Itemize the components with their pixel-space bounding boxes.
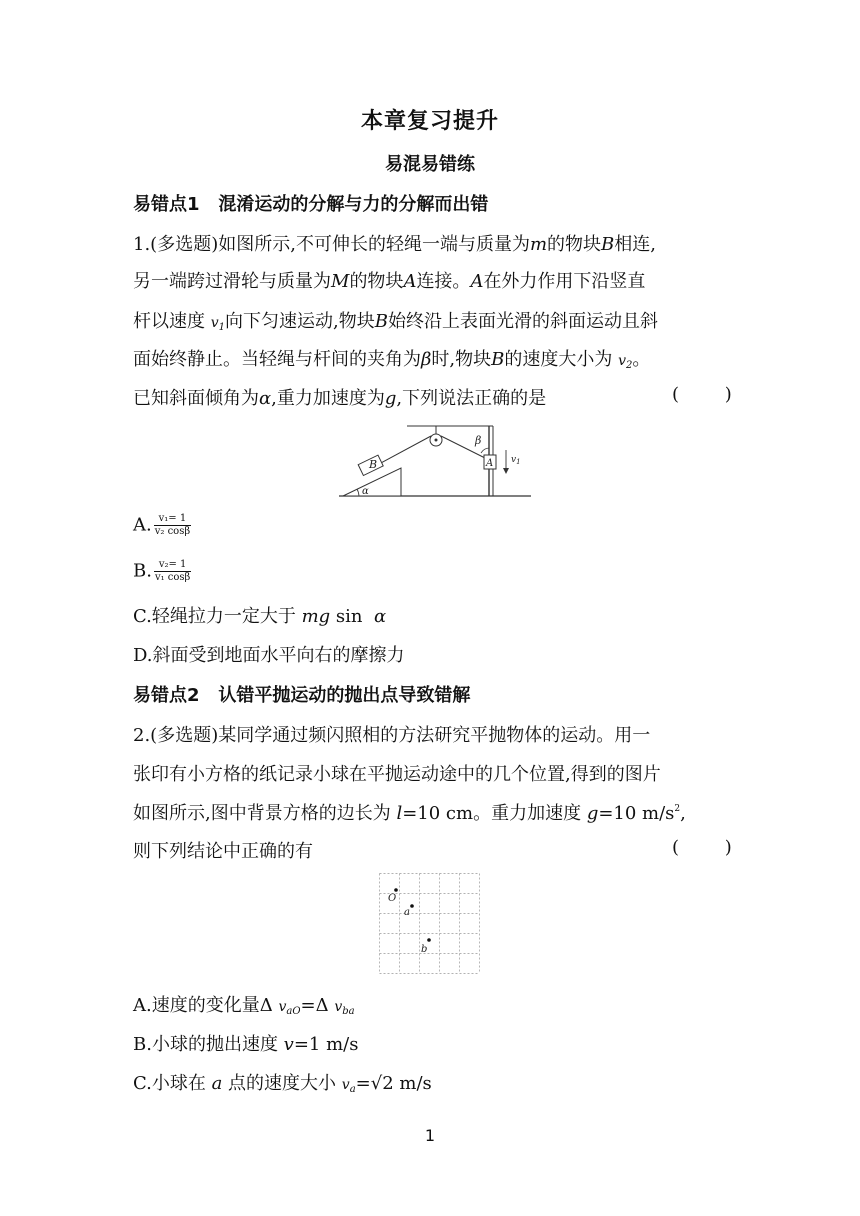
chapter-title: 本章复习提升 xyxy=(360,109,499,134)
q1-answer-blank: ( ) xyxy=(672,384,732,405)
q2-line-4: 则下列结论中正确的有 xyxy=(133,841,313,862)
q2-line-1: 2.(多选题)某同学通过频闪照相的方法研究平抛物体的运动。用一 xyxy=(133,725,651,746)
error-point-2-heading: 易错点2 认错平抛运动的抛出点导致错解 xyxy=(133,685,471,706)
pulley-incline-figure xyxy=(335,418,535,500)
q1-line-1: 1.(多选题)如图所示,不可伸长的轻绳一端与质量为m的物块B相连, xyxy=(133,234,656,255)
q1-line-5: 已知斜面倾角为α,重力加速度为g,下列说法正确的是 xyxy=(133,388,547,409)
q2-answer-blank: ( ) xyxy=(672,837,732,858)
q2-option-c[interactable]: C.小球在 a 点的速度大小 $v_a=√2$ m/s xyxy=(133,1073,432,1095)
q2-line-3: 如图所示,图中背景方格的边长为 l=10 cm。重力加速度 g=10 $m/s^2$, xyxy=(133,803,686,824)
q1-option-b[interactable]: B. $\frac{\text{v₂= 1}}{\text{v₁ cosβ}}$ xyxy=(133,559,191,583)
point-b xyxy=(427,938,431,942)
q2-option-a[interactable]: A.速度的变化量Δ $v_{aO}=\Delta$ $v_{ba}$ xyxy=(133,995,355,1017)
q1-option-d[interactable]: D.斜面受到地面水平向右的摩擦力 xyxy=(133,645,405,666)
label-a-point: a xyxy=(404,907,410,918)
label-beta: β xyxy=(475,434,482,447)
label-o: O xyxy=(388,893,397,904)
point-a xyxy=(410,904,414,908)
label-alpha: α xyxy=(362,486,369,497)
error-point-1-heading: 易错点1 混淆运动的分解与力的分解而出错 xyxy=(133,194,489,215)
q1-option-c[interactable]: C.轻绳拉力一定大于 mg sin α xyxy=(133,606,387,627)
section-subtitle: 易混易错练 xyxy=(385,154,475,175)
q1-line-4: 面始终静止。当轻绳与杆间的夹角为β时,物块B的速度大小为 $v_2$。 xyxy=(133,349,651,371)
q2-line-2: 张印有小方格的纸记录小球在平抛运动途中的几个位置,得到的图片 xyxy=(133,764,661,785)
projectile-grid-figure xyxy=(379,873,480,974)
q1-option-a[interactable]: A. $\frac{\text{v₁= 1}}{\text{v₂ cosβ}}$ xyxy=(133,513,191,537)
label-v1: $v_1$ xyxy=(511,455,521,466)
label-b-point: b xyxy=(421,944,428,955)
point-o xyxy=(394,888,398,892)
page-number: 1 xyxy=(424,1126,436,1145)
q1-line-2: 另一端跨过滑轮与质量为M的物块A连接。A在外力作用下沿竖直 xyxy=(133,271,646,292)
label-b: B xyxy=(369,458,378,471)
q2-option-b[interactable]: B.小球的抛出速度 v=1 m/s xyxy=(133,1034,359,1055)
label-a: A xyxy=(486,458,494,469)
q1-line-3: 杆以速度 $v_1$向下匀速运动,物块B始终沿上表面光滑的斜面运动且斜 xyxy=(133,311,658,333)
